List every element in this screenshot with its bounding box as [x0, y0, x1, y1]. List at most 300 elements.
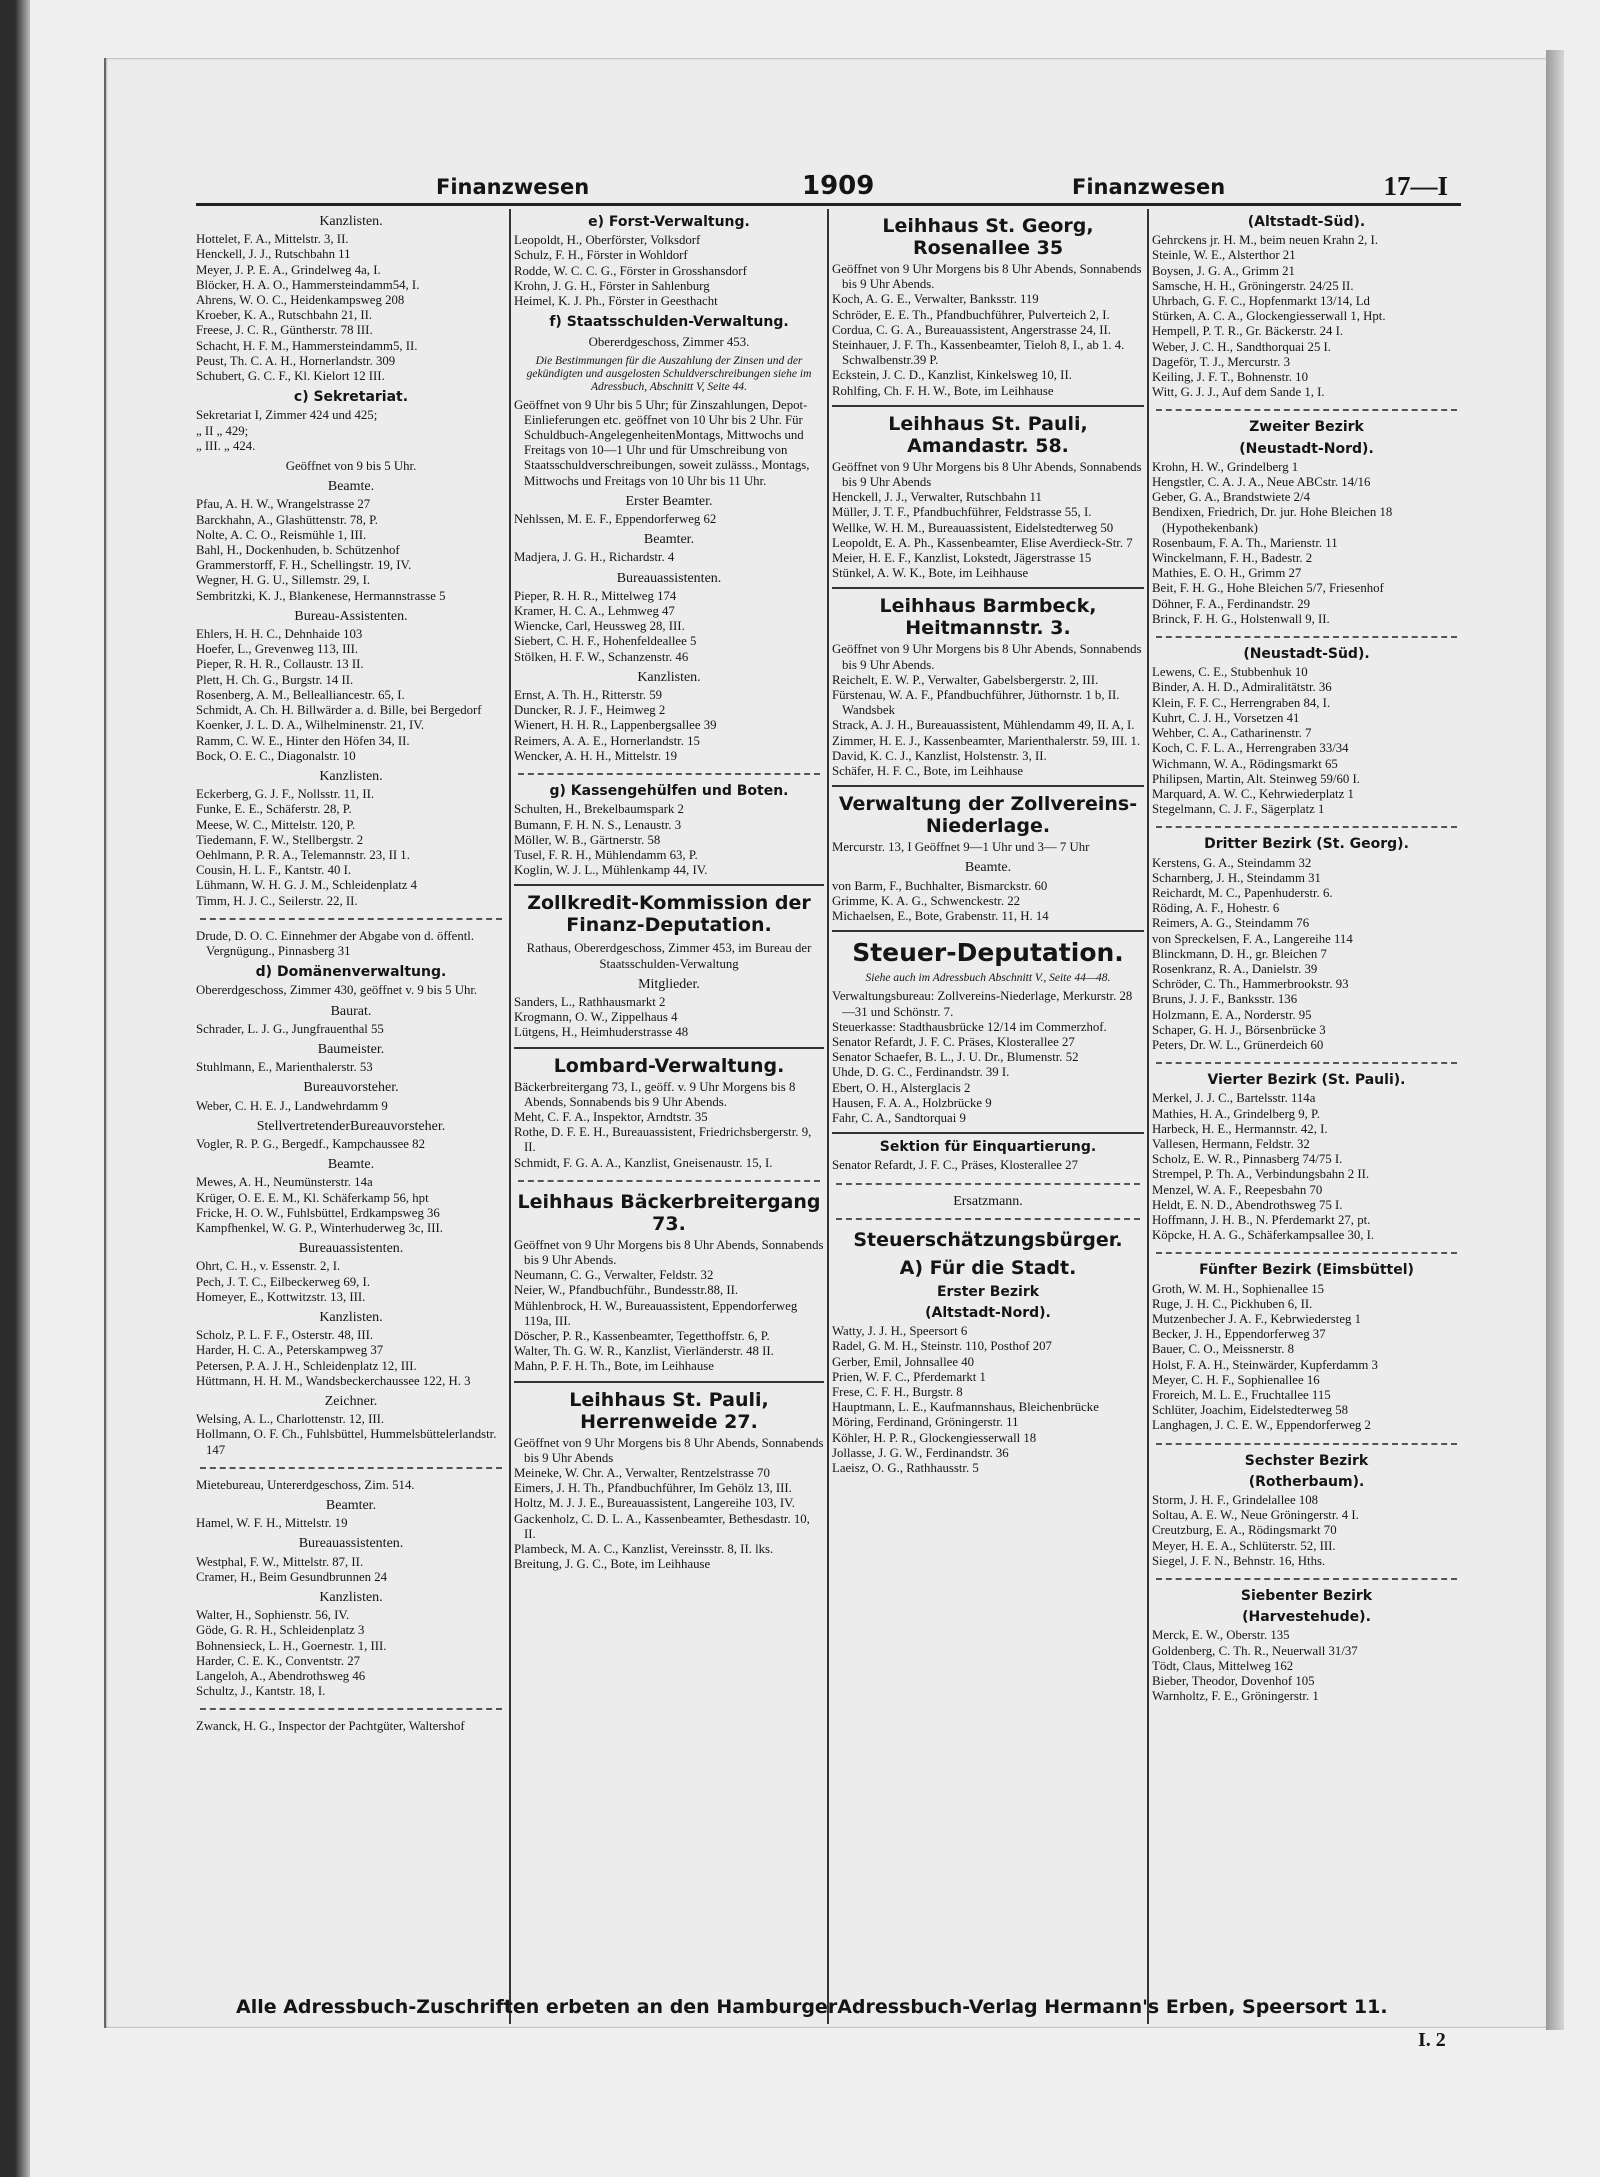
directory-entry: Petersen, P. A. J. H., Schleidenplatz 12, III.: [196, 1358, 417, 1373]
directory-entry: Welsing, A. L., Charlottenstr. 12, III.: [196, 1412, 385, 1427]
directory-entry: Harder, H. C. A., Peterskampweg 37: [196, 1343, 384, 1358]
directory-entry: Hauptmann, L. E., Kaufmannshaus, Bleichenbrücke: [832, 1400, 1099, 1415]
directory-entry: Senator Refardt, J. F. C., Präses, Klosterallee 27: [832, 1158, 1078, 1173]
directory-entry: Klein, F. F. C., Herrengraben 84, I.: [1152, 695, 1331, 710]
section-heading: d) Domänenverwaltung.: [255, 964, 447, 981]
section-divider: [832, 930, 1144, 932]
directory-entry: Eckstein, J. C. D., Kanzlist, Kinkelsweg 10, II.: [832, 368, 1072, 383]
directory-entry: Koch, A. G. E., Verwalter, Banksstr. 119: [832, 292, 1039, 307]
directory-entry: Michaelsen, E., Bote, Grabenstr. 11, H. 14: [832, 909, 1049, 924]
header-page-number: 17—I: [1383, 171, 1448, 201]
directory-entry: Rohlfing, Ch. F. H. W., Bote, im Leihhause: [832, 383, 1054, 398]
directory-entry: Schmidt, A. Ch. H. Billwärder a. d. Bille, bei Bergedorf: [196, 703, 482, 718]
directory-entry: Laeisz, O. G., Rathhausstr. 5: [832, 1460, 979, 1475]
directory-entry: Leopoldt, E. A. Ph., Kassenbeamter, Elise Averdieck-Str. 7: [832, 535, 1133, 550]
directory-entry: Eckerberg, G. J. F., Nollsstr. 11, II.: [196, 787, 375, 802]
header-left-title: Finanzwesen: [436, 175, 590, 199]
header-rule: [196, 203, 1461, 206]
directory-entry: Mathies, H. A., Grindelberg 9, P.: [1152, 1106, 1320, 1121]
staff-heading: Beamter.: [325, 1498, 377, 1514]
directory-entry: Warnholtz, F. E., Gröningerstr. 1: [1152, 1689, 1319, 1704]
section-divider: [832, 587, 1144, 589]
directory-entry: „ III. „ 424.: [196, 438, 256, 453]
directory-entry: Tödt, Claus, Mittelweg 162: [1152, 1658, 1294, 1673]
directory-entry: Cousin, H. L. F., Kantstr. 40 I.: [196, 863, 352, 878]
directory-entry: Kuhrt, C. J. H., Vorsetzen 41: [1152, 710, 1300, 725]
directory-entry: Leopoldt, H., Oberförster, Volksdorf: [514, 233, 701, 248]
directory-entry: Steinhauer, J. F. Th., Kassenbeamter, Tieloh 8, I., ab 1. 4. Schwalbenstr.39 P.: [832, 338, 1125, 368]
directory-entry: Bahl, H., Dockenhuden, b. Schützenhof: [196, 543, 400, 558]
directory-entry: Geöffnet von 9 Uhr Morgens bis 8 Uhr Abends, Sonnabends bis 9 Uhr Abends.: [832, 262, 1142, 292]
directory-entry: Strack, A. J. H., Bureauassistent, Mühlendamm 49, II. A, I.: [832, 718, 1135, 733]
staff-heading: Baumeister.: [317, 1041, 385, 1057]
directory-entry: Schultz, J., Kantstr. 18, I.: [196, 1684, 326, 1699]
directory-entry: Hengstler, C. A. J. A., Neue ABCstr. 14/16: [1152, 475, 1371, 490]
directory-entry: Hamel, W. F. H., Mittelstr. 19: [196, 1516, 348, 1531]
directory-entry: Müller, J. T. F., Pfandbuchführer, Feldstrasse 55, I.: [832, 505, 1092, 520]
dashed-divider: [836, 1218, 1140, 1220]
department-heading: Steuerschätzungsbürger.: [853, 1228, 1123, 1251]
directory-entry: Wehber, C. A., Catharinenstr. 7: [1152, 726, 1312, 741]
staff-heading: Bureauassistenten.: [298, 1536, 404, 1552]
centered-note: Geöffnet von 9 bis 5 Uhr.: [285, 459, 417, 474]
section-heading: (Rotherbaum).: [1248, 1473, 1365, 1490]
directory-entry: Ernst, A. Th. H., Ritterstr. 59: [514, 688, 662, 703]
directory-entry: Becker, J. H., Eppendorferweg 37: [1152, 1327, 1326, 1342]
department-heading: Lombard-Verwaltung.: [553, 1054, 785, 1077]
section-heading: Siebenter Bezirk: [1240, 1588, 1373, 1605]
directory-entry: Vallesen, Hermann, Feldstr. 32: [1152, 1136, 1310, 1151]
directory-entry: Bäckerbreitergang 73, I., geöff. v. 9 Uhr Morgens bis 8 Abends, Sonnabends bis 9 Uhr Abends.: [514, 1079, 796, 1109]
directory-entry: Scholz, E. W. R., Pinnasberg 74/75 I.: [1152, 1152, 1343, 1167]
directory-entry: David, K. C. J., Kanzlist, Holstenstr. 3, II.: [832, 748, 1047, 763]
directory-entry: Keiling, J. F. T., Bohnenstr. 10: [1152, 370, 1308, 385]
column-2: [514, 209, 824, 2024]
directory-entry: Zimmer, H. E. J., Kassenbeamter, Marienthalerstr. 59, III. 1.: [832, 733, 1141, 748]
book-binding-shadow: [0, 0, 30, 2177]
department-heading: Zollkredit-Kommission der Finanz-Deputation.: [527, 892, 811, 937]
directory-entry: Bruns, J. J. F., Banksstr. 136: [1152, 992, 1298, 1007]
column-divider: [827, 209, 829, 2024]
directory-entry: Samsche, H. H., Gröningerstr. 24/25 II.: [1152, 278, 1354, 293]
directory-entry: Ramm, C. W. E., Hinter den Höfen 34, II.: [196, 733, 410, 748]
directory-entry: Blinckmann, D. H., gr. Bleichen 7: [1152, 946, 1327, 961]
directory-entry: Timm, H. J. C., Seilerstr. 22, II.: [196, 893, 358, 908]
directory-entry: Hollmann, O. F. Ch., Fuhlsbüttel, Hummelsbüttelerlandstr. 147: [196, 1427, 497, 1457]
directory-entry: Pieper, R. H. R., Collaustr. 13 II.: [196, 657, 364, 672]
directory-entry: Ehlers, H. H. C., Dehnhaide 103: [196, 627, 363, 642]
header-right-title: Finanzwesen: [1072, 175, 1226, 199]
footer-page-code: I. 2: [1418, 2029, 1446, 2051]
directory-entry: Mathies, E. O. H., Grimm 27: [1152, 566, 1302, 581]
staff-heading: Kanzlisten.: [319, 1310, 383, 1325]
directory-entry: Froreich, M. L. E., Fruchtallee 115: [1152, 1388, 1331, 1403]
directory-entry: Rothe, D. F. E. H., Bureauassistent, Friedrichsbergerstr. 9, II.: [514, 1125, 812, 1155]
directory-entry: Scharnberg, J. H., Steindamm 31: [1152, 870, 1321, 885]
directory-entry: Madjera, J. G. H., Richardstr. 4: [514, 550, 675, 565]
directory-entry: Reimers, A. G., Steindamm 76: [1152, 916, 1310, 931]
directory-entry: Schulten, H., Brekelbaumspark 2: [514, 802, 684, 817]
staff-heading: Beamter.: [643, 532, 695, 548]
directory-entry: Holtz, M. J. J. E., Bureauassistent, Langereihe 103, IV.: [514, 1496, 795, 1511]
directory-entry: Neumann, C. G., Verwalter, Feldstr. 32: [514, 1268, 714, 1283]
directory-entry: Henckell, J. J., Rutschbahn 11: [196, 247, 351, 262]
directory-entry: Sekretariat I, Zimmer 424 und 425;: [196, 408, 378, 423]
directory-entry: Hoefer, L., Grevenweg 113, III.: [196, 642, 359, 657]
directory-entry: Walter, Th. G. W. R., Kanzlist, Vierländerstr. 48 II.: [514, 1344, 774, 1359]
directory-entry: Radel, G. M. H., Steinstr. 110, Posthof 207: [832, 1339, 1052, 1354]
section-divider: [514, 1381, 824, 1383]
directory-entry: Meyer, C. H. F., Sophienallee 16: [1152, 1372, 1320, 1387]
staff-heading: Erster Beamter.: [625, 493, 713, 509]
directory-entry: Rosenberg, A. M., Bellealliancestr. 65, I.: [196, 687, 405, 702]
section-heading: f) Staatsschulden-Verwaltung.: [549, 314, 789, 331]
directory-entry: Mercurstr. 13, I Geöffnet 9—1 Uhr und 3— 7 Uhr: [832, 840, 1090, 855]
directory-entry: Plett, H. Ch. G., Burgstr. 14 II.: [196, 672, 354, 687]
section-heading: e) Forst-Verwaltung.: [588, 214, 750, 230]
directory-entry: Blöcker, H. A. O., Hammersteindamm54, I.: [196, 277, 420, 292]
directory-entry: Witt, G. J. J., Auf dem Sande 1, I.: [1152, 385, 1325, 400]
staff-heading: Bureau-Assistenten.: [294, 608, 408, 624]
section-divider: [832, 1132, 1144, 1134]
department-heading: Leihhaus St. Georg, Rosenallee 35: [882, 215, 1094, 259]
centered-note: Rathaus, Obererdgeschoss, Zimmer 453, im Bureau der Staatsschulden-Verwaltung: [526, 941, 812, 971]
directory-entry: Kerstens, G. A., Steindamm 32: [1152, 855, 1312, 870]
directory-entry: Cramer, H., Beim Gesundbrunnen 24: [196, 1569, 388, 1584]
directory-entry: Gerber, Emil, Johnsallee 40: [832, 1354, 974, 1369]
directory-entry: Mewes, A. H., Neumünsterstr. 14a: [196, 1175, 373, 1190]
directory-entry: Watty, J. J. H., Speersort 6: [832, 1324, 968, 1339]
directory-entry: Breitung, J. G. C., Bote, im Leihhause: [514, 1557, 711, 1572]
directory-entry: Hüttmann, H. H. M., Wandsbeckerchaussee 122, H. 3: [196, 1373, 471, 1388]
directory-entry: Storm, J. H. F., Grindelallee 108: [1152, 1493, 1319, 1508]
staff-heading: Kanzlisten.: [637, 669, 701, 685]
directory-entry: Heimel, K. J. Ph., Förster in Geesthacht: [514, 294, 718, 309]
directory-entry: Lühmann, W. H. G. J. M., Schleidenplatz 4: [196, 878, 418, 893]
staff-heading: Ersatzmann.: [953, 1193, 1023, 1209]
directory-entry: Harbeck, H. E., Hermannstr. 42, I.: [1152, 1121, 1328, 1136]
directory-entry: Schlüter, Joachim, Eidelstedterweg 58: [1152, 1403, 1349, 1418]
section-heading: Vierter Bezirk (St. Pauli).: [1207, 1072, 1406, 1089]
section-heading: Zweiter Bezirk: [1249, 419, 1364, 436]
directory-entry: Bendixen, Friedrich, Dr. jur. Hohe Bleichen 18 (Hypothekenbank): [1152, 505, 1393, 535]
column-divider: [1147, 209, 1149, 2024]
directory-entry: Holst, F. A. H., Steinwärder, Kupferdamm 3: [1152, 1357, 1378, 1372]
publisher-footer: Alle Adressbuch-Zuschriften erbeten an den HamburgerAdressbuch-Verlag Hermann's Erben, Speersort 11.: [236, 1996, 1388, 2018]
section-heading: (Neustadt-Süd).: [1243, 646, 1370, 663]
directory-entry: „ II „ 429;: [196, 423, 249, 438]
directory-entry: Sembritzki, K. J., Blankenese, Hermannstrasse 5: [196, 588, 446, 603]
directory-entry: Jollasse, J. G. W., Ferdinandstr. 36: [832, 1445, 1009, 1460]
directory-entry: Oehlmann, P. R. A., Telemannstr. 23, II 1.: [196, 847, 410, 862]
staff-heading: Kanzlisten.: [319, 1590, 383, 1606]
dashed-divider: [1156, 1252, 1457, 1254]
section-heading: (Neustadt-Nord).: [1239, 440, 1374, 457]
directory-entry: Peters, Dr. W. L., Grünerdeich 60: [1152, 1037, 1324, 1052]
directory-entry: Obererdgeschoss, Zimmer 430, geöffnet v. 9 bis 5 Uhr.: [196, 983, 478, 998]
dashed-divider: [1156, 1578, 1457, 1580]
directory-entry: Mühlenbrock, H. W., Bureauassistent, Eppendorferweg 119a, III.: [514, 1298, 798, 1328]
directory-entry: Geöffnet von 9 Uhr Morgens bis 8 Uhr Abends, Sonnabends bis 9 Uhr Abends.: [832, 642, 1142, 672]
directory-entry: Senator Schaefer, B. L., J. U. Dr., Blumenstr. 52: [832, 1050, 1079, 1065]
directory-entry: Rodde, W. C. C. G., Förster in Grosshansdorf: [514, 263, 747, 278]
staff-heading: Bureauassistenten.: [298, 1241, 404, 1257]
directory-entry: Beit, F. H. G., Hohe Bleichen 5/7, Friesenhof: [1152, 581, 1384, 596]
directory-entry: Strempel, P. Th. A., Verbindungsbahn 2 II.: [1152, 1167, 1370, 1182]
directory-entry: Bock, O. E. C., Diagonalstr. 10: [196, 748, 356, 763]
directory-entry: Wiencke, Carl, Heussweg 28, III.: [514, 619, 685, 634]
department-heading: A) Für die Stadt.: [899, 1256, 1077, 1279]
directory-entry: Möring, Ferdinand, Gröningerstr. 11: [832, 1415, 1019, 1430]
directory-entry: Koglin, W. J. L., Mühlenkamp 44, IV.: [514, 863, 708, 878]
dashed-divider: [1156, 409, 1457, 411]
section-heading: c) Sekretariat.: [293, 389, 409, 406]
directory-entry: Groth, W. M. H., Sophienallee 15: [1152, 1281, 1325, 1296]
directory-entry: Langhagen, J. C. E. W., Eppendorferweg 2: [1152, 1418, 1371, 1433]
directory-entry: Merkel, J. J. C., Bartelsstr. 114a: [1152, 1091, 1316, 1106]
directory-entry: Schmidt, F. G. A. A., Kanzlist, Gneisenaustr. 15, I.: [514, 1155, 773, 1170]
directory-entry: Ruge, J. H. C., Pickhuben 6, II.: [1152, 1296, 1313, 1311]
directory-entry: Meineke, W. Chr. A., Verwalter, Rentzelstrasse 70: [514, 1465, 770, 1480]
directory-entry: Wichmann, W. A., Rödingsmarkt 65: [1152, 756, 1338, 771]
dashed-divider: [518, 773, 820, 775]
directory-entry: Ebert, O. H., Alsterglacis 2: [832, 1080, 971, 1095]
directory-entry: Rosenbaum, F. A. Th., Marienstr. 11: [1152, 535, 1338, 550]
directory-entry: Steinle, W. E., Alsterthor 21: [1152, 248, 1296, 263]
directory-entry: Wencker, A. H. H., Mittelstr. 19: [514, 748, 678, 763]
dashed-divider: [836, 1183, 1140, 1185]
text-columns: [196, 209, 1461, 2024]
directory-entry: Koenker, J. L. D. A., Wilhelminenstr. 21, IV.: [196, 718, 425, 733]
directory-entry: Krogmann, O. W., Zippelhaus 4: [514, 1010, 678, 1025]
dashed-divider: [518, 1180, 820, 1182]
directory-entry: Boysen, J. G. A., Grimm 21: [1152, 263, 1295, 278]
directory-entry: Tiedemann, F. W., Stellbergstr. 2: [196, 832, 364, 847]
directory-entry: Goldenberg, C. Th. R., Neuerwall 31/37: [1152, 1643, 1358, 1658]
directory-entry: Nolte, A. C. O., Reismühle 1, III.: [196, 527, 367, 542]
directory-entry: Wellke, W. H. M., Bureauassistent, Eidelstedterweg 50: [832, 520, 1114, 535]
section-heading: Sektion für Einquartierung.: [879, 1139, 1097, 1156]
directory-entry: Wienert, H. H. R., Lappenbergsallee 39: [514, 718, 717, 733]
directory-entry: Steuerkasse: Stadthausbrücke 12/14 im Commerzhof.: [832, 1019, 1107, 1034]
directory-entry: Geöffnet von 9 Uhr bis 5 Uhr; für Zinszahlungen, Depot-Einlieferungen etc. geöffnet von 10 Uhr bis 2 Uhr. Für Schuldbuch-AngelegenheitenMontags, Mittwochs und Freitags von 10—1 Uhr und für Umschreibung von Staatsschuldverschreibungen, soweit zulässs., Montags, Mittwochs und Freitags von 10 Uhr bis 11 Uhr.: [514, 397, 810, 488]
directory-entry: Freese, J. C. R., Güntherstr. 78 III.: [196, 323, 373, 338]
directory-entry: Krohn, J. G. H., Förster in Sahlenburg: [514, 278, 710, 293]
section-heading: Sechster Bezirk: [1244, 1452, 1369, 1469]
directory-entry: Schaper, G. H. J., Börsenbrücke 3: [1152, 1022, 1326, 1037]
directory-entry: Zwanck, H. G., Inspector der Pachtgüter, Waltershof: [196, 1719, 465, 1734]
staff-heading: Kanzlisten.: [319, 768, 383, 784]
dashed-divider: [1156, 1443, 1457, 1445]
directory-entry: Marquard, A. W. C., Kehrwiederplatz 1: [1152, 786, 1354, 801]
directory-entry: von Barm, F., Buchhalter, Bismarckstr. 60: [832, 878, 1048, 893]
column-divider: [509, 209, 511, 2024]
directory-entry: Funke, E. E., Schäferstr. 28, P.: [196, 802, 352, 817]
section-heading: Erster Bezirk: [936, 1283, 1040, 1300]
directory-entry: Pech, J. T. C., Eilbeckerweg 69, I.: [196, 1274, 371, 1289]
directory-entry: Merck, E. W., Oberstr. 135: [1152, 1628, 1290, 1643]
directory-entry: Homeyer, E., Kottwitzstr. 13, III.: [196, 1289, 366, 1304]
staff-heading: Beamte.: [964, 860, 1012, 876]
directory-entry: Weber, C. H. E. J., Landwehrdamm 9: [196, 1098, 388, 1113]
section-divider: [832, 405, 1144, 407]
directory-entry: Eimers, J. H. Th., Pfandbuchführer, Im Gehölz 13, III.: [514, 1481, 792, 1496]
directory-entry: Göde, G. R. H., Schleidenplatz 3: [196, 1623, 365, 1638]
directory-entry: Stuhlmann, E., Marienthalerstr. 53: [196, 1060, 373, 1075]
department-heading: Leihhaus Barmbeck, Heitmannstr. 3.: [879, 595, 1097, 640]
italic-reference-note: Siehe auch im Adressbuch Abschnitt V., Seite 44—48.: [865, 972, 1111, 985]
directory-entry: Döhner, F. A., Ferdinandstr. 29: [1152, 596, 1311, 611]
department-heading: Verwaltung der Zollvereins-Niederlage.: [838, 793, 1138, 838]
directory-entry: Tusel, F. R. H., Mühlendamm 63, P.: [514, 847, 698, 862]
directory-entry: Lütgens, H., Heimhuderstrasse 48: [514, 1025, 689, 1040]
directory-entry: Schulz, F. H., Förster in Wohldorf: [514, 248, 688, 263]
directory-entry: Geöffnet von 9 Uhr Morgens bis 8 Uhr Abends, Sonnabends bis 9 Uhr Abends.: [514, 1237, 824, 1267]
section-heading: Dritter Bezirk (St. Georg).: [1204, 836, 1409, 853]
directory-entry: Pieper, R. H. R., Mittelweg 174: [514, 588, 677, 603]
department-heading: Leihhaus St. Pauli, Herrenweide 27.: [569, 1388, 769, 1433]
directory-entry: Hottelet, F. A., Mittelstr. 3, II.: [196, 232, 349, 247]
column-1: [196, 209, 506, 2024]
directory-entry: Schacht, H. F. M., Hammersteindamm5, II.: [196, 338, 418, 353]
header-year: 1909: [802, 171, 875, 201]
staff-heading: Baurat.: [330, 1003, 372, 1019]
directory-entry: Schröder, E. E. Th., Pfandbuchführer, Pulverteich 2, I.: [832, 307, 1110, 322]
directory-entry: Stegelmann, C. J. F., Sägerplatz 1: [1152, 802, 1325, 817]
directory-entry: Reichelt, E. W. P., Verwalter, Gabelsbergerstr. 2, III.: [832, 672, 1099, 687]
directory-entry: Hempell, P. T. R., Gr. Bäckerstr. 24 I.: [1152, 324, 1344, 339]
directory-entry: Pfau, A. H. W., Wrangelstrasse 27: [196, 497, 371, 512]
directory-entry: Reimers, A. A. E., Hornerlandstr. 15: [514, 733, 700, 748]
directory-entry: Lewens, C. E., Stubbenhuk 10: [1152, 665, 1308, 680]
directory-entry: Röding, A. F., Hohestr. 6: [1152, 901, 1280, 916]
directory-entry: Duncker, R. J. F., Heimweg 2: [514, 703, 666, 718]
directory-entry: Geber, G. A., Brandstwiete 2/4: [1152, 490, 1310, 505]
section-heading: (Altstadt-Süd).: [1247, 214, 1366, 230]
directory-entry: Dageför, T. J., Mercurstr. 3: [1152, 354, 1290, 369]
section-divider: [514, 1047, 824, 1049]
page-edge-shadow: [1546, 50, 1564, 2030]
directory-entry: Harder, C. E. K., Conventstr. 27: [196, 1653, 361, 1668]
dashed-divider: [200, 1708, 502, 1710]
italic-reference-note: Die Bestimmungen für die Auszahlung der Zinsen und der gekündigten und ausgelosten Schuldverschreibungen siehe im Adressbuch, Abschnitt V, Seite 44.: [526, 354, 812, 393]
directory-entry: Uhrbach, G. F. C., Hopfenmarkt 13/14, Ld: [1152, 294, 1370, 309]
directory-entry: Scholz, P. L. F. F., Osterstr. 48, III.: [196, 1328, 374, 1343]
directory-entry: Schubert, G. C. F., Kl. Kielort 12 III.: [196, 369, 385, 384]
directory-entry: Döscher, P. R., Kassenbeamter, Tegetthoffstr. 6, P.: [514, 1328, 770, 1343]
directory-entry: Senator Refardt, J. F. C. Präses, Klosterallee 27: [832, 1034, 1075, 1049]
directory-entry: Fürstenau, W. A. F., Pfandbuchführer, Jüthornstr. 1 b, II. Wandsbek: [832, 688, 1120, 718]
directory-entry: Bieber, Theodor, Dovenhof 105: [1152, 1674, 1315, 1689]
directory-entry: Fricke, H. O. W., Fuhlsbüttel, Erdkampsweg 36: [196, 1205, 440, 1220]
directory-entry: Nehlssen, M. E. F., Eppendorferweg 62: [514, 512, 717, 527]
directory-entry: Langeloh, A., Abendrothsweg 46: [196, 1669, 366, 1684]
directory-entry: Krohn, H. W., Grindelberg 1: [1152, 459, 1299, 474]
directory-entry: Schröder, C. Th., Hammerbrookstr. 93: [1152, 977, 1349, 992]
directory-entry: Krüger, O. E. E. M., Kl. Schäferkamp 56, hpt: [196, 1190, 429, 1205]
directory-entry: Köpcke, H. A. G., Schäferkampsallee 30, I.: [1152, 1228, 1375, 1243]
directory-entry: Hausen, F. A. A., Holzbrücke 9: [832, 1095, 992, 1110]
directory-entry: Stürken, A. C. A., Glockengiesserwall 1, Hpt.: [1152, 309, 1386, 324]
major-department-heading: Steuer-Deputation.: [852, 938, 1124, 968]
dashed-divider: [200, 918, 502, 920]
directory-entry: Siebert, C. H. F., Hohenfeldeallee 5: [514, 634, 697, 649]
directory-entry: Möller, W. B., Gärtnerstr. 58: [514, 832, 661, 847]
staff-heading: StellvertretenderBureauvorsteher.: [256, 1118, 446, 1134]
directory-entry: Peust, Th. C. A. H., Hornerlandstr. 309: [196, 353, 396, 368]
directory-entry: Holzmann, E. A., Norderstr. 95: [1152, 1007, 1312, 1022]
staff-heading: Bureauvorsteher.: [303, 1080, 399, 1096]
directory-entry: Köhler, H. P. R., Glockengiesserwall 18: [832, 1430, 1037, 1445]
directory-entry: Cordua, C. G. A., Bureauassistent, Angerstrasse 24, II.: [832, 322, 1112, 337]
directory-entry: Rosenkranz, R. A., Danielstr. 39: [1152, 961, 1318, 976]
directory-entry: Verwaltungsbureau: Zollvereins-Niederlage, Merkurstr. 28—31 und Schönstr. 7.: [832, 989, 1133, 1019]
dashed-divider: [200, 1467, 502, 1469]
directory-entry: Mahn, P. F. H. Th., Bote, im Leihhause: [514, 1359, 714, 1374]
directory-entry: Reichardt, M. C., Papenhuderstr. 6.: [1152, 885, 1333, 900]
staff-heading: Mitglieder.: [638, 976, 700, 992]
directory-entry: Vogler, R. P. G., Bergedf., Kampchaussee 82: [196, 1136, 425, 1151]
directory-entry: Grimme, K. A. G., Schwenckestr. 22: [832, 893, 1021, 908]
section-heading: Fünfter Bezirk (Eimsbüttel): [1199, 1262, 1414, 1279]
directory-entry: Bauer, C. O., Meissnerstr. 8: [1152, 1342, 1295, 1357]
directory-entry: Schrader, L. J. G., Jungfrauenthal 55: [196, 1021, 384, 1036]
centered-note: Obererdgeschoss, Zimmer 453.: [588, 335, 750, 350]
directory-entry: Soltau, A. E. W., Neue Gröningerstr. 4 I.: [1152, 1508, 1359, 1523]
directory-entry: Schäfer, H. F. C., Bote, im Leihhause: [832, 764, 1024, 779]
column-3: [832, 209, 1144, 2024]
directory-entry: Geöffnet von 9 Uhr Morgens bis 8 Uhr Abends, Sonnabends bis 9 Uhr Abends: [514, 1435, 824, 1465]
directory-entry: Binder, A. H. D., Admiralitätstr. 36: [1152, 680, 1332, 695]
directory-entry: Heldt, E. N. D., Abendrothsweg 75 I.: [1152, 1197, 1343, 1212]
directory-entry: Walter, H., Sophienstr. 56, IV.: [196, 1608, 350, 1623]
dashed-divider: [1156, 1062, 1457, 1064]
directory-entry: Meier, H. E. F., Kanzlist, Lokstedt, Jägerstrasse 15: [832, 551, 1092, 566]
directory-entry: Henckell, J. J., Verwalter, Rutschbahn 11: [832, 490, 1042, 505]
directory-entry: Neier, W., Pfandbuchführ., Bundesstr.88, II.: [514, 1283, 739, 1298]
directory-entry: Bumann, F. H. N. S., Lenaustr. 3: [514, 817, 682, 832]
section-divider: [832, 785, 1144, 787]
staff-heading: Kanzlisten.: [319, 214, 383, 229]
directory-entry: Gehrckens jr. H. M., beim neuen Krahn 2, I.: [1152, 233, 1379, 248]
directory-entry: Weber, J. C. H., Sandthorquai 25 I.: [1152, 339, 1332, 354]
directory-entry: Sanders, L., Rathhausmarkt 2: [514, 994, 666, 1009]
directory-entry: Ohrt, C. H., v. Essenstr. 2, I.: [196, 1259, 341, 1274]
section-heading: g) Kassengehülfen und Boten.: [549, 783, 789, 800]
directory-entry: Frese, C. F. H., Burgstr. 8: [832, 1384, 963, 1399]
directory-entry: Stölken, H. F. W., Schanzenstr. 46: [514, 649, 689, 664]
department-heading: Leihhaus Bäckerbreitergang 73.: [517, 1190, 821, 1235]
directory-entry: Mutzenbecher J. A. F., Kebrwiedersteg 1: [1152, 1312, 1361, 1326]
directory-entry: Wegner, H. G. U., Sillemstr. 29, I.: [196, 573, 371, 588]
directory-entry: Stünkel, A. W. K., Bote, im Leihhause: [832, 566, 1029, 581]
directory-entry: Creutzburg, E. A., Rödingsmarkt 70: [1152, 1523, 1337, 1538]
directory-entry: Meht, C. F. A., Inspektor, Arndtstr. 35: [514, 1109, 708, 1124]
directory-entry: Koch, C. F. L. A., Herrengraben 33/34: [1152, 741, 1349, 756]
directory-entry: Geöffnet von 9 Uhr Morgens bis 8 Uhr Abends, Sonnabends bis 9 Uhr Abends: [832, 459, 1142, 490]
directory-entry: Gackenholz, C. D. L. A., Kassenbeamter, Bethesdastr. 10, II.: [514, 1511, 810, 1541]
staff-heading: Beamte.: [327, 1157, 375, 1173]
directory-entry: Westphal, F. W., Mittelstr. 87, II.: [196, 1554, 364, 1569]
department-heading: Leihhaus St. Pauli, Amandastr. 58.: [888, 412, 1088, 457]
directory-entry: Mietebureau, Untererdgeschoss, Zim. 514.: [196, 1477, 415, 1492]
directory-entry: Prien, W. F. C., Pferdemarkt 1: [832, 1369, 986, 1384]
directory-entry: Winckelmann, F. H., Badestr. 2: [1152, 551, 1313, 566]
staff-heading: Zeichner.: [324, 1394, 378, 1410]
section-divider: [514, 884, 824, 886]
directory-entry: Kampfhenkel, W. G. P., Winterhuderweg 3c, III.: [196, 1220, 443, 1235]
directory-entry: Kroeber, K. A., Rutschbahn 21, II.: [196, 308, 373, 323]
